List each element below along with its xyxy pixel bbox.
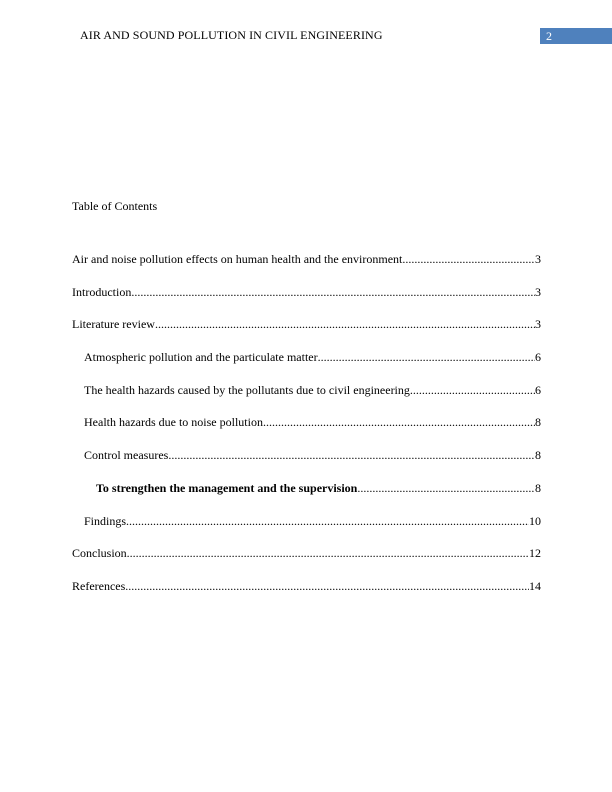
toc-entry[interactable] xyxy=(72,317,541,350)
toc-entry[interactable] xyxy=(72,448,541,481)
toc-entry-page: 3 xyxy=(535,252,541,266)
toc-heading: Table of Contents xyxy=(72,199,158,213)
toc-entry-title: Introduction xyxy=(72,284,132,299)
toc-entry[interactable] xyxy=(72,383,541,416)
toc-dot-leader xyxy=(357,481,535,496)
toc-entry-page: 10 xyxy=(529,513,541,528)
running-header-title: AIR AND SOUND POLLUTION IN CIVIL ENGINEERING xyxy=(80,28,383,42)
toc-dot-leader xyxy=(410,383,535,398)
toc-entry-page: 12 xyxy=(529,546,541,561)
toc-entry[interactable] xyxy=(72,546,541,579)
toc-dot-leader xyxy=(125,579,529,594)
toc-dot-leader xyxy=(168,448,535,463)
toc-entry-title: Literature review xyxy=(72,317,155,332)
toc-entry-title: Air and noise pollution effects on human health and the environment xyxy=(72,252,403,266)
toc-entry-title: References xyxy=(72,578,126,593)
page-number-badge xyxy=(540,28,612,44)
toc-entry-title: Conclusion xyxy=(72,546,127,561)
toc-dot-leader xyxy=(126,514,529,529)
toc-entry[interactable] xyxy=(72,252,541,285)
toc-dot-leader xyxy=(155,317,535,332)
toc-entry-title: The health hazards caused by the pollutants due to civil engineering xyxy=(84,382,410,397)
toc-entry[interactable] xyxy=(72,285,541,318)
toc-entry-title: Health hazards due to noise pollution xyxy=(84,415,263,430)
toc-dot-leader xyxy=(131,285,535,300)
toc-entry-page: 6 xyxy=(535,382,541,397)
page-number: 2 xyxy=(546,29,552,43)
toc-entry-page: 14 xyxy=(529,578,541,593)
toc-dot-leader xyxy=(402,252,535,267)
toc-entry[interactable] xyxy=(72,514,541,547)
toc-entry-page: 3 xyxy=(535,284,541,299)
toc-dot-leader xyxy=(318,350,535,365)
toc-entry-page: 6 xyxy=(535,350,541,365)
toc-entry-title: Atmospheric pollution and the particulate matter xyxy=(84,350,318,365)
toc-dot-leader xyxy=(263,415,535,430)
toc-entry-page: 8 xyxy=(535,448,541,463)
toc-entry-page: 8 xyxy=(535,480,541,495)
toc-entry-title: To strengthen the management and the supervision xyxy=(96,480,358,495)
toc-entry[interactable] xyxy=(72,481,541,514)
toc-entry-page: 8 xyxy=(535,415,541,430)
toc-entry[interactable] xyxy=(72,415,541,448)
toc-dot-leader xyxy=(127,546,529,561)
toc-list xyxy=(72,252,541,612)
toc-entry-page: 3 xyxy=(535,317,541,332)
toc-entry[interactable] xyxy=(72,350,541,383)
toc-entry-title: Findings xyxy=(84,513,127,528)
toc-entry[interactable] xyxy=(72,579,541,612)
toc-entry-title: Control measures xyxy=(84,448,169,463)
